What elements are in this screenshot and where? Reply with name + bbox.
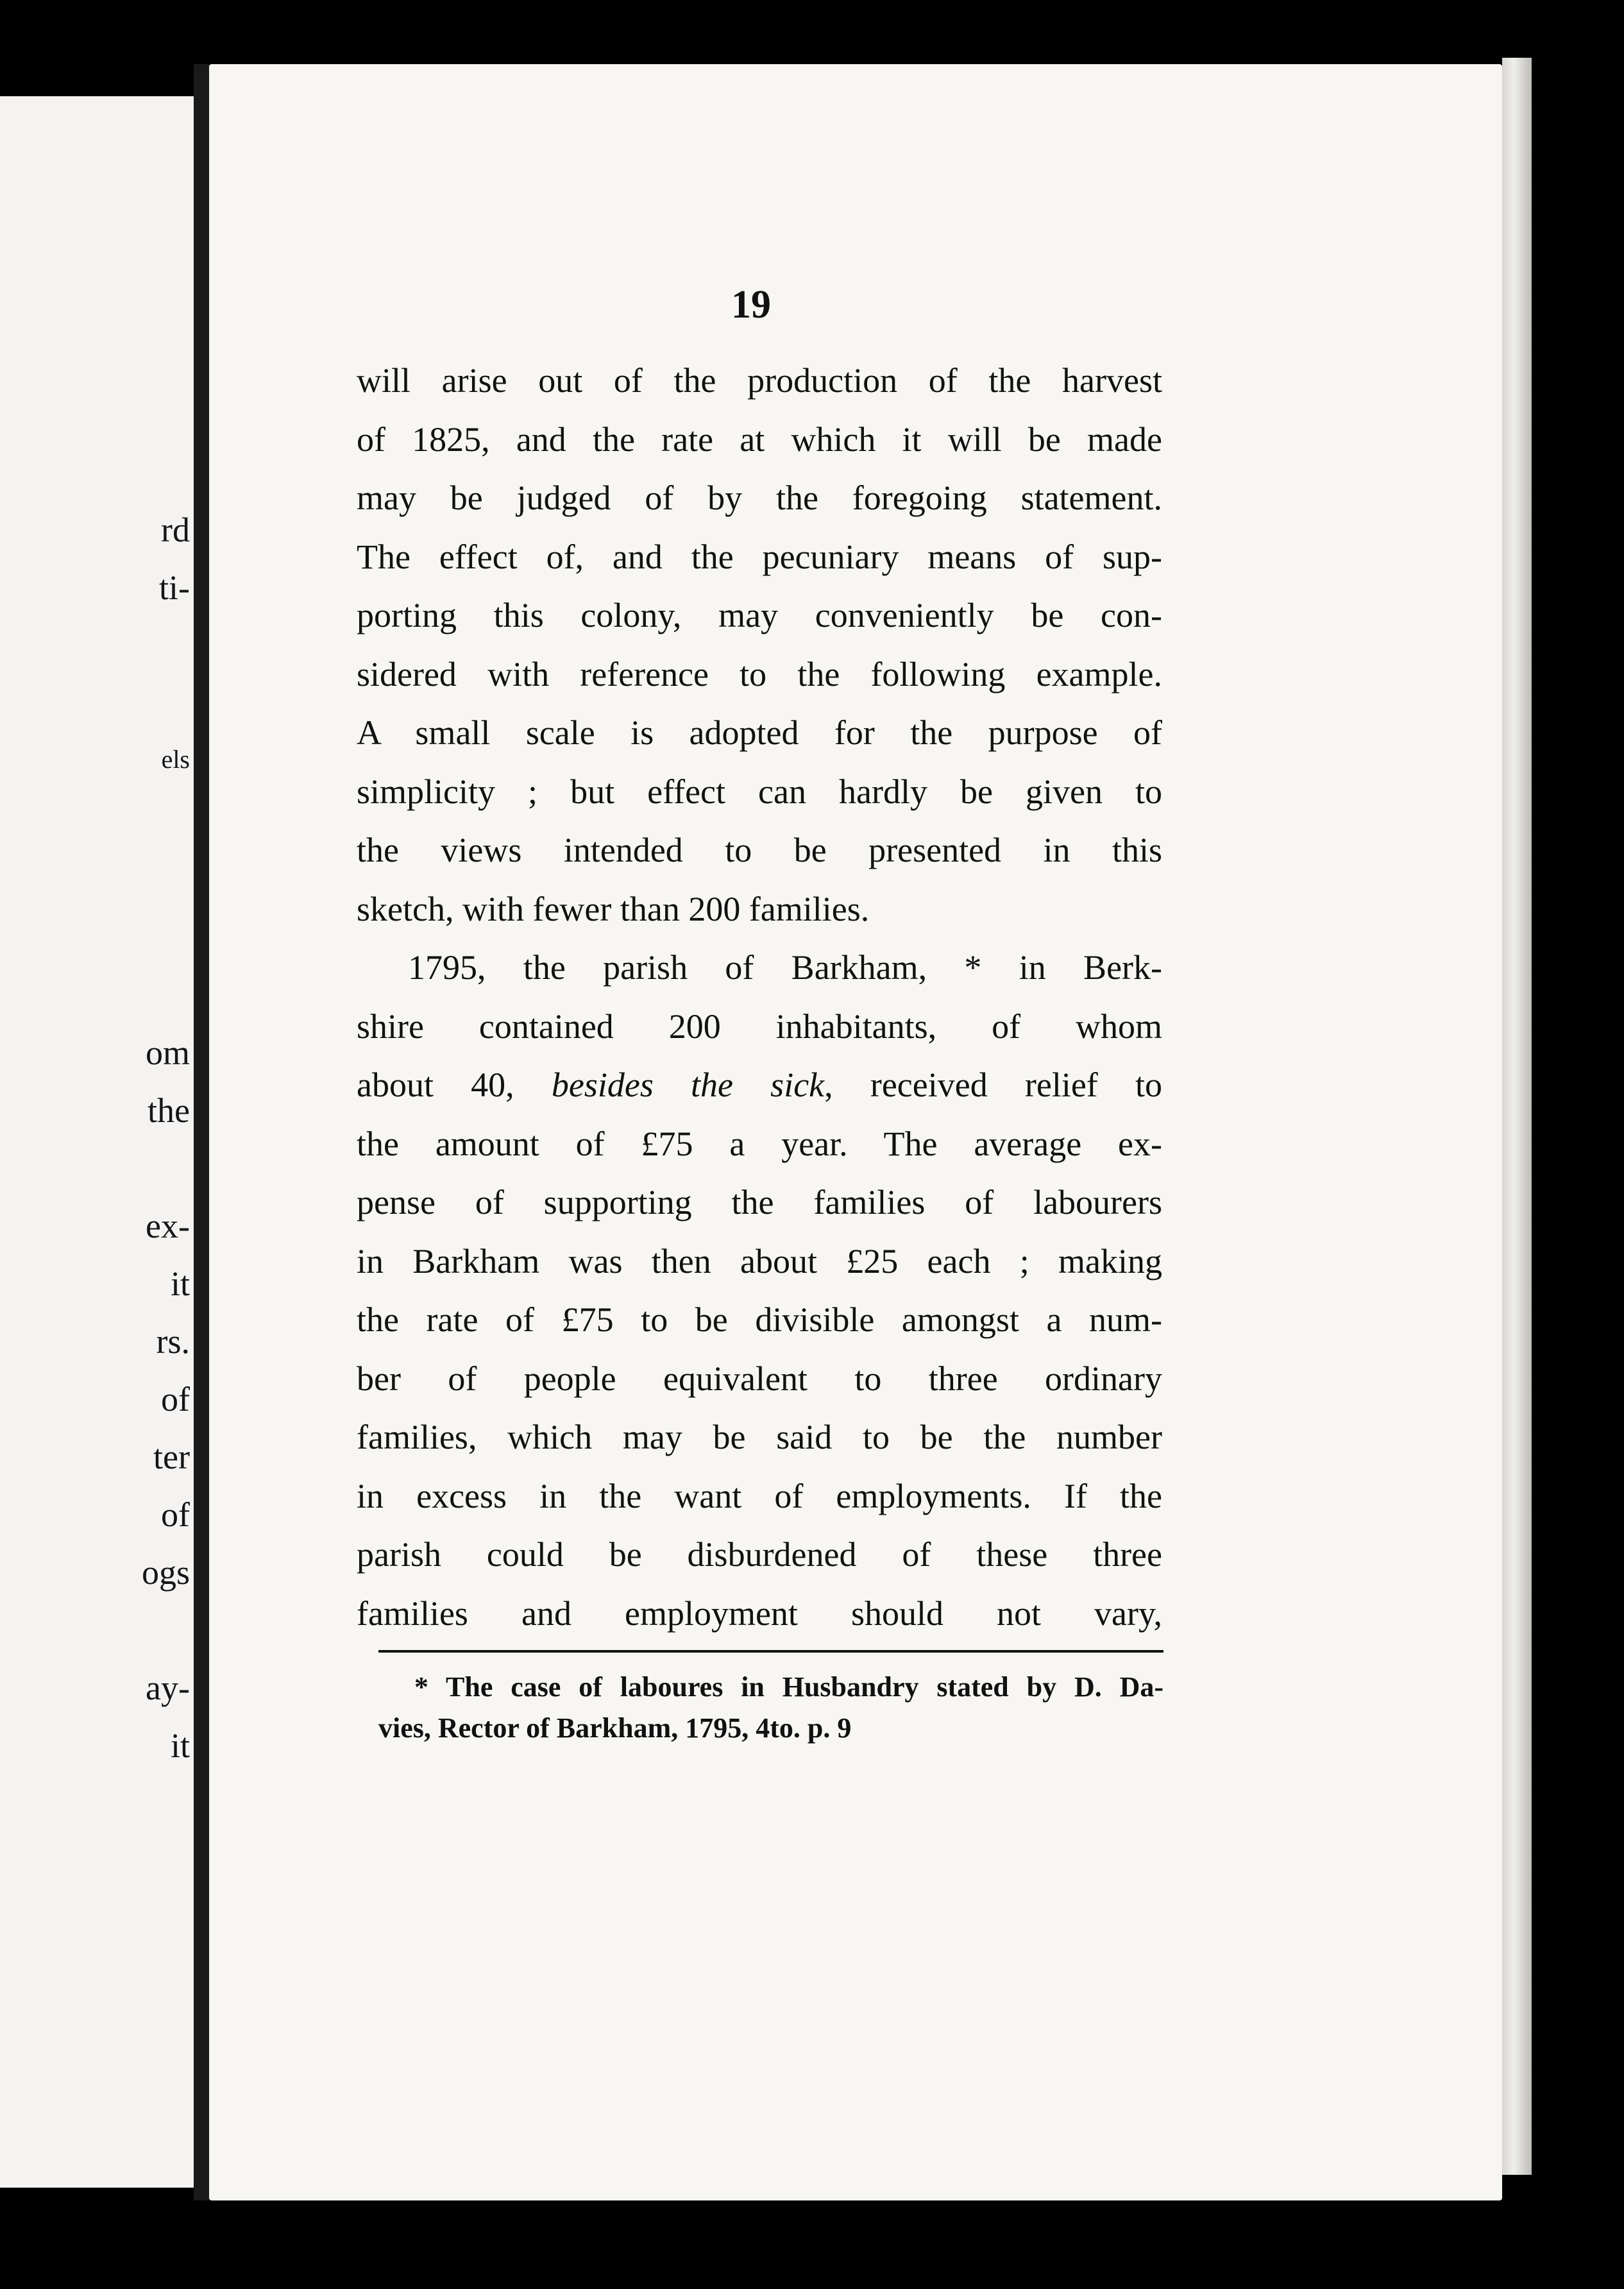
text-line: parish could be disburdened of these three xyxy=(357,1535,1162,1574)
left-page-text-fragment: rd xyxy=(161,511,190,549)
left-page-text-fragment: om xyxy=(145,1034,190,1072)
text-line-with-italic xyxy=(357,1056,1162,1115)
text-line: the rate of £75 to be divisible amongst a num- xyxy=(357,1300,1162,1339)
text-line: simplicity ; but effect can hardly be given to xyxy=(357,772,1162,811)
text-line: will arise out of the production of the harvest xyxy=(357,361,1162,400)
body-text xyxy=(357,352,1162,1643)
left-page-text-fragment: rs. xyxy=(156,1322,190,1361)
text-segment: , received relief to xyxy=(824,1066,1162,1104)
text-line: The effect of, and the pecuniary means of sup- xyxy=(357,537,1162,576)
book-gutter xyxy=(194,64,209,2200)
text-line: in Barkham was then about £25 each ; making xyxy=(357,1241,1162,1281)
text-line: may be judged of by the foregoing statement. xyxy=(357,479,1162,517)
text-line: ber of people equivalent to three ordinary xyxy=(357,1359,1162,1398)
page-number: 19 xyxy=(731,283,771,327)
left-page-text-fragment: of xyxy=(161,1495,190,1534)
footnote-divider xyxy=(378,1650,1163,1653)
text-line: the views intended to be presented in this xyxy=(357,831,1162,869)
left-page-text-fragment: of xyxy=(161,1380,190,1418)
left-page-text-fragment: ter xyxy=(153,1438,190,1476)
text-line: of 1825, and the rate at which it will be made xyxy=(357,420,1162,459)
text-line: in excess in the want of employments. If the xyxy=(357,1476,1162,1515)
footnote xyxy=(378,1667,1163,1749)
left-page-text-fragment: it xyxy=(170,1726,190,1765)
left-page-text-fragment: ay- xyxy=(146,1669,190,1707)
left-page-text-fragment: it xyxy=(170,1264,190,1303)
left-page-text-fragment: ti- xyxy=(159,568,190,607)
italic-text-segment: besides the sick xyxy=(551,1066,825,1104)
text-segment: about 40, xyxy=(357,1066,552,1104)
left-page-text-fragment: ogs xyxy=(141,1553,190,1592)
left-page-text-fragment: els xyxy=(161,745,190,774)
text-line: sketch, with fewer than 200 families. xyxy=(357,889,870,928)
page-edge-shadow xyxy=(1502,58,1532,2175)
text-line: A small scale is adopted for the purpose of xyxy=(357,713,1162,752)
text-line: sidered with reference to the following example. xyxy=(357,654,1162,694)
left-page-text-fragment: the xyxy=(148,1091,190,1130)
text-line: the amount of £75 a year. The average ex- xyxy=(357,1124,1162,1163)
footnote-line: vies, Rector of Barkham, 1795, 4to. p. 9 xyxy=(378,1712,852,1744)
text-line: porting this colony, may conveniently be con- xyxy=(357,596,1162,634)
footnote-line: * The case of laboures in Husbandry stated by D. Da- xyxy=(414,1671,1163,1703)
text-line: 1795, the parish of Barkham, * in Berk- xyxy=(408,948,1162,987)
text-line: pense of supporting the families of labourers xyxy=(357,1183,1162,1221)
text-line: shire contained 200 inhabitants, of whom xyxy=(357,1007,1162,1046)
text-line: families, which may be said to be the number xyxy=(357,1418,1162,1456)
left-page-text-fragment: ex- xyxy=(146,1207,190,1245)
facing-page-fragment xyxy=(0,96,194,2188)
text-line: families and employment should not vary, xyxy=(357,1594,1162,1633)
